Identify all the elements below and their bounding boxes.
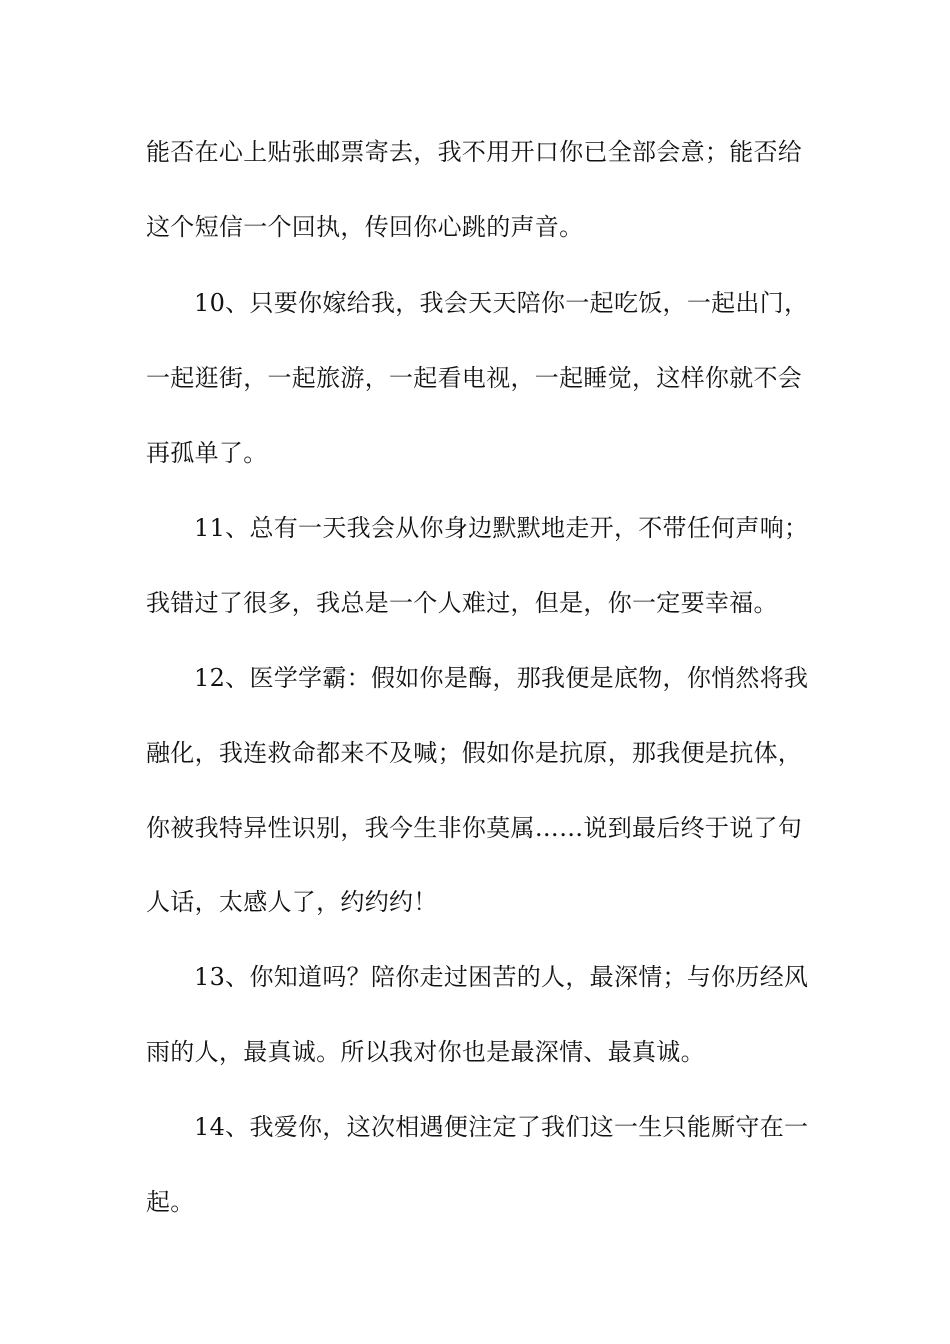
paragraph-11-start: 11、总有一天我会从你身边默默地走开，不带任何声响； [194,514,809,542]
paragraph-13-start: 13、你知道吗？陪你走过困苦的人，最深情；与你历经风 [194,963,809,991]
text-line: 起。 [146,1188,195,1216]
text-line: 你被我特异性识别，我今生非你莫属……说到最后终于说了句 [146,814,803,842]
text-line: 再孤单了。 [146,439,268,467]
paragraph-14-start: 14、我爱你，这次相遇便注定了我们这一生只能厮守在一 [194,1113,809,1141]
text-line: 能否在心上贴张邮票寄去，我不用开口你已全部会意；能否给 [146,138,803,166]
text-line: 雨的人，最真诚。所以我对你也是最深情、最真诚。 [146,1038,705,1066]
paragraph-12-start: 12、医学学霸：假如你是酶，那我便是底物，你悄然将我 [194,664,809,692]
text-line: 人话，太感人了，约约约！ [146,888,438,916]
paragraph-10-start: 10、只要你嫁给我，我会天天陪你一起吃饭，一起出门， [194,289,809,317]
text-line: 这个短信一个回执，传回你心跳的声音。 [146,213,584,241]
text-line: 融化，我连救命都来不及喊；假如你是抗原，那我便是抗体， [146,739,803,767]
text-line: 我错过了很多，我总是一个人难过，但是，你一定要幸福。 [146,589,778,617]
text-line: 一起逛街，一起旅游，一起看电视，一起睡觉，这样你就不会 [146,364,803,392]
